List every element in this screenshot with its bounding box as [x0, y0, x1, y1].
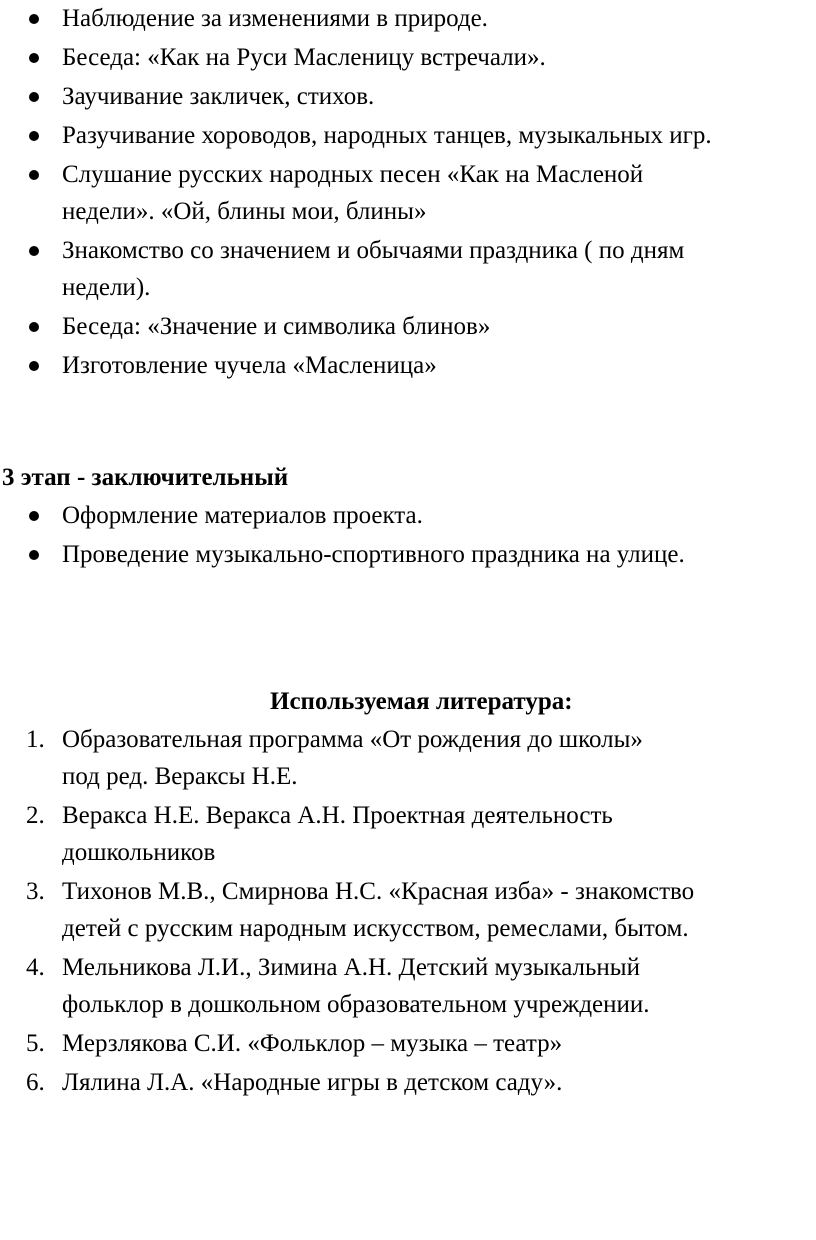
stage-3-list [0, 497, 800, 575]
bullet-icon [29, 53, 39, 63]
list-item-text: Изготовление чучела «Масленица» [62, 352, 437, 379]
bullet-icon [29, 14, 39, 24]
bullet-icon [29, 322, 39, 332]
literature-text-line: Лялина Л.А. «Народные игры в детском саду». [62, 1069, 563, 1096]
item-number: 3. [26, 878, 45, 905]
list-item [0, 347, 800, 384]
item-number: 5. [26, 1030, 45, 1057]
literature-text-line: Мельникова Л.И., Зимина А.Н. Детский музыкальный [62, 954, 640, 981]
literature-text-line: под ред. Вераксы Н.Е. [62, 763, 298, 790]
list-item [0, 117, 800, 154]
item-number: 2. [26, 802, 45, 829]
literature-text-line: Образовательная программа «От рождения до школы» [62, 726, 643, 753]
list-item-text-line: Знакомство со значением и обычаями праздника ( по дням [62, 237, 685, 264]
item-number: 4. [26, 954, 45, 981]
bullet-icon [29, 511, 39, 521]
literature-item [0, 873, 800, 947]
list-item [0, 39, 800, 76]
stage-3-heading: 3 этап - заключительный [2, 464, 289, 491]
literature-text-line: дошкольников [62, 839, 216, 866]
list-item-text-line: Слушание русских народных песен «Как на Масленой [62, 161, 644, 188]
literature-text-line: фольклор в дошкольном образовательном учреждении. [62, 991, 650, 1018]
list-item [0, 232, 800, 306]
list-item [0, 78, 800, 115]
bullet-icon [29, 170, 39, 180]
literature-text-line: Веракса Н.Е. Веракса А.Н. Проектная деятельность [62, 802, 613, 829]
literature-item [0, 949, 800, 1023]
list-item-text: Проведение музыкально-спортивного праздника на улице. [62, 541, 685, 568]
activities-list [0, 0, 800, 386]
list-item-text: Заучивание закличек, стихов. [62, 83, 375, 110]
list-item [0, 497, 800, 534]
item-number: 1. [26, 726, 45, 753]
list-item [0, 536, 800, 573]
list-item-text: Оформление материалов проекта. [62, 502, 423, 529]
literature-item [0, 721, 800, 795]
bullet-icon [29, 246, 39, 256]
literature-item [0, 1025, 800, 1062]
list-item-text: Беседа: «Значение и символика блинов» [62, 313, 491, 340]
item-number: 6. [26, 1069, 45, 1096]
bullet-icon [29, 550, 39, 560]
literature-text-line: детей с русским народным искусством, ремеслами, бытом. [62, 915, 689, 942]
list-item-text-line: недели». «Ой, блины мои, блины» [62, 198, 427, 225]
list-item [0, 308, 800, 345]
list-item-text: Наблюдение за изменениями в природе. [62, 5, 488, 32]
list-item-text: Разучивание хороводов, народных танцев, музыкальных игр. [62, 122, 712, 149]
literature-list [0, 721, 800, 1103]
list-item-text: Беседа: «Как на Руси Масленицу встречали». [62, 44, 546, 71]
literature-text-line: Мерзлякова С.И. «Фольклор – музыка – театр» [62, 1030, 563, 1057]
bullet-icon [29, 361, 39, 371]
literature-text-line: Тихонов М.В., Смирнова Н.С. «Красная изба» - знакомство [62, 878, 695, 905]
literature-heading: Используемая литература: [270, 688, 573, 715]
literature-item [0, 1064, 800, 1101]
bullet-icon [29, 92, 39, 102]
list-item [0, 0, 800, 37]
list-item-text-line: недели). [62, 274, 151, 301]
literature-item [0, 797, 800, 871]
bullet-icon [29, 131, 39, 141]
list-item [0, 156, 800, 230]
